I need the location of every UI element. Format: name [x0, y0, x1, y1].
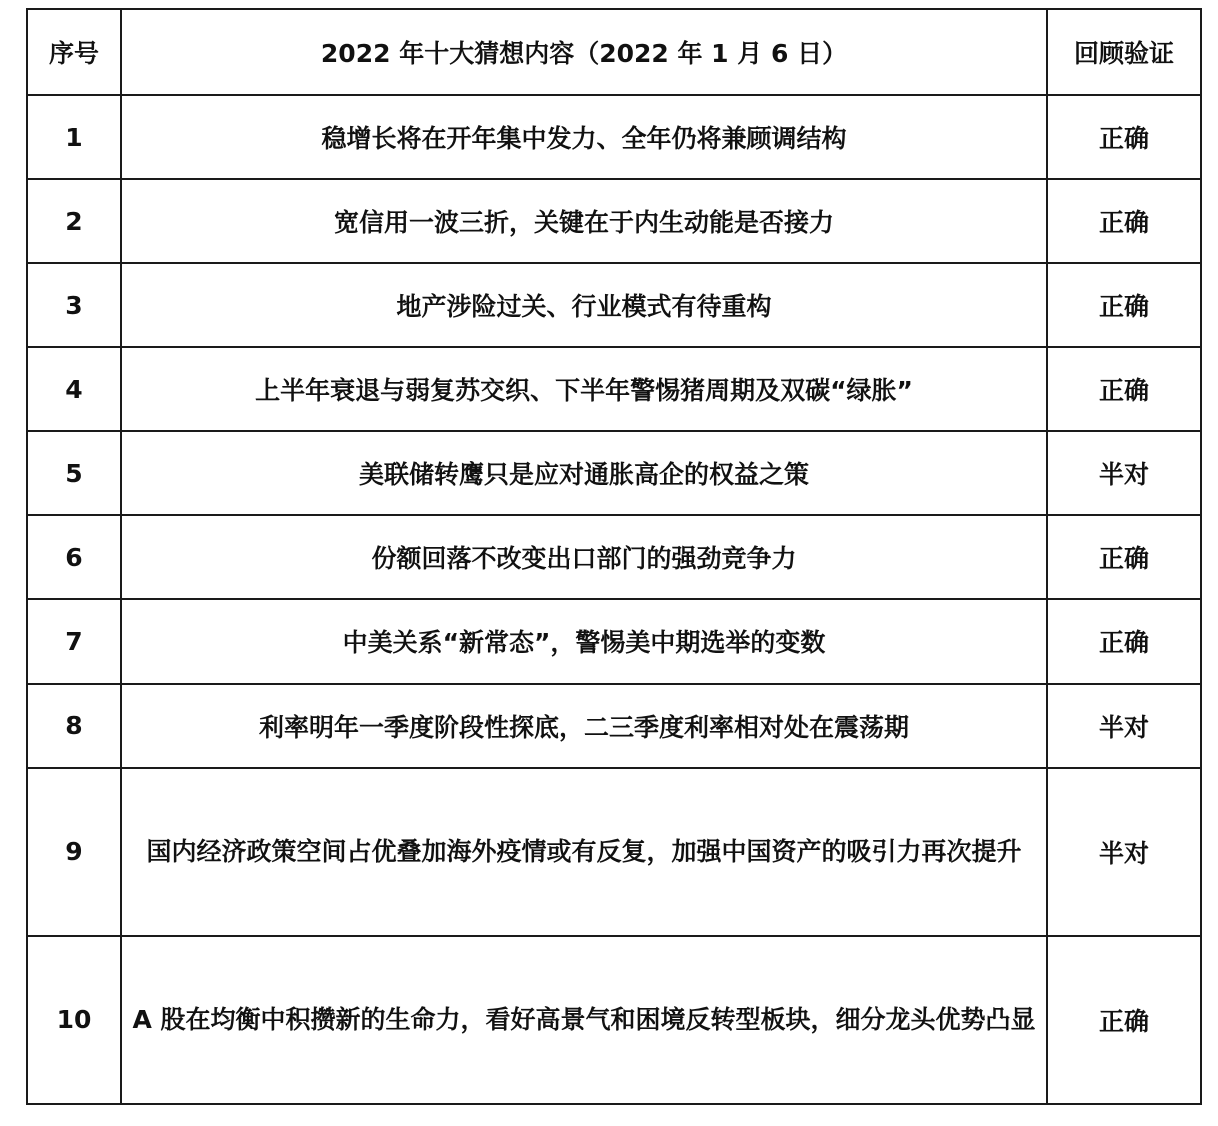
table-row: [27, 263, 1201, 347]
row-review: 半对: [1047, 684, 1201, 768]
row-content: 中美关系“新常态”，警惕美中期选举的变数: [121, 599, 1047, 683]
row-number: 6: [27, 515, 121, 599]
table-row: [27, 684, 1201, 768]
row-content: 美联储转鹰只是应对通胀高企的权益之策: [121, 431, 1047, 515]
table-row: [27, 768, 1201, 936]
table-row: [27, 431, 1201, 515]
row-content: 宽信用一波三折，关键在于内生动能是否接力: [121, 179, 1047, 263]
row-review: 正确: [1047, 95, 1201, 179]
table-row: [27, 936, 1201, 1104]
row-number: 5: [27, 431, 121, 515]
row-content: 份额回落不改变出口部门的强劲竞争力: [121, 515, 1047, 599]
row-content: 国内经济政策空间占优叠加海外疫情或有反复，加强中国资产的吸引力再次提升: [121, 768, 1047, 936]
table-row: [27, 599, 1201, 683]
row-number: 7: [27, 599, 121, 683]
row-review: 半对: [1047, 768, 1201, 936]
row-review: 正确: [1047, 936, 1201, 1104]
row-review: 正确: [1047, 599, 1201, 683]
row-number: 8: [27, 684, 121, 768]
row-content: A 股在均衡中积攒新的生命力，看好高景气和困境反转型板块，细分龙头优势凸显: [121, 936, 1047, 1104]
row-review: 正确: [1047, 515, 1201, 599]
row-review: 半对: [1047, 431, 1201, 515]
row-number: 2: [27, 179, 121, 263]
row-number: 10: [27, 936, 121, 1104]
row-review: 正确: [1047, 179, 1201, 263]
row-review: 正确: [1047, 263, 1201, 347]
table-row: [27, 515, 1201, 599]
guess-review-table: [26, 8, 1202, 1105]
row-content: 上半年衰退与弱复苏交织、下半年警惕猪周期及双碳“绿胀”: [121, 347, 1047, 431]
header-review: 回顾验证: [1047, 9, 1201, 95]
row-number: 3: [27, 263, 121, 347]
table-row: [27, 179, 1201, 263]
table-row: [27, 95, 1201, 179]
table-header-row: [27, 9, 1201, 95]
row-number: 4: [27, 347, 121, 431]
row-number: 9: [27, 768, 121, 936]
row-content: 地产涉险过关、行业模式有待重构: [121, 263, 1047, 347]
row-content: 稳增长将在开年集中发力、全年仍将兼顾调结构: [121, 95, 1047, 179]
header-index: 序号: [27, 9, 121, 95]
header-content: 2022 年十大猜想内容（2022 年 1 月 6 日）: [121, 9, 1047, 95]
row-content: 利率明年一季度阶段性探底，二三季度利率相对处在震荡期: [121, 684, 1047, 768]
row-number: 1: [27, 95, 121, 179]
row-review: 正确: [1047, 347, 1201, 431]
table-row: [27, 347, 1201, 431]
